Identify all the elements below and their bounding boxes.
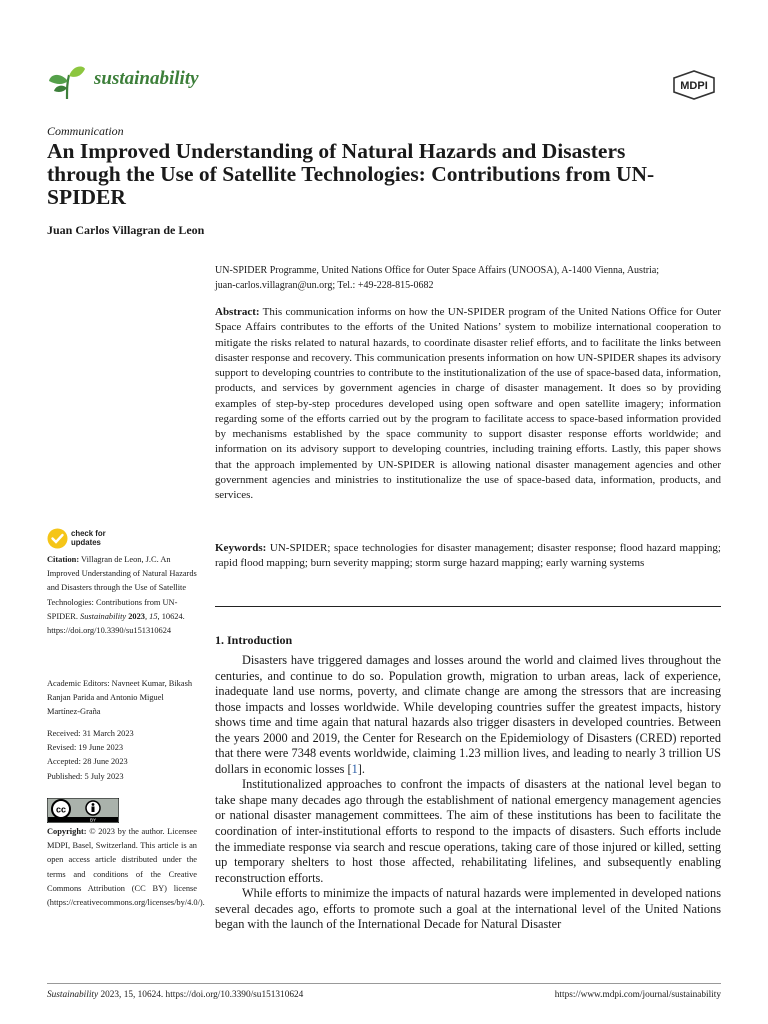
article-title: An Improved Understanding of Natural Hazards and Disasters through the Use of Satellite Technologies: Contributions from UN-SPIDER [47, 139, 655, 209]
paragraph: Disasters have triggered damages and losses around the world and claimed lives throughout the centuries, and continue to do so. Population growth, migration to urban areas, lack of experience, inadequate land use norms, poverty, and climate change are among the stressors that are increasing those impacts and losses worldwide. While developing countries suffer the greatest impacts, history shows time and time again that natural hazards also trigger disasters in developed countries. Between the years 2000 and 2019, the Center for Research on the Epidemiology of Disasters (CRED) reported that there were 7348 events worldwide, claiming 1.23 million lives, and leading to nearly 3 trillion US dollars in economic losses [1]. [215, 653, 721, 776]
keywords-text: UN-SPIDER; space technologies for disaster management; disaster response; flood hazard mapping; rapid flood mapping; burn severity mapping; storm surge hazard mapping; early warning systems [215, 542, 721, 570]
affiliation [215, 263, 721, 293]
mdpi-logo-icon [668, 70, 720, 100]
citation-label: Citation: [47, 555, 80, 564]
reference-link[interactable]: 1 [351, 761, 358, 776]
abstract [215, 305, 721, 503]
paragraph: Institutionalized approaches to confront the impacts of disasters at the national level began to take shape many decades ago through the establishment of national emergency management agencies or national disaster management committees. The aim of these institutions has been to facilitate the coordination of inter-institutional efforts to respond to the impacts of disasters. Such efforts include the immediate response via search and rescue operations, taking care of those injured or killed, setting up temporary shelters to host those affected, rehabilitating lifelines, and subsequently enabling reconstruction efforts. [215, 777, 721, 885]
accepted-date: Accepted: 28 June 2023 [47, 757, 128, 767]
affiliation-contact: juan-carlos.villagran@un.org; Tel.: +49-228-815-0682 [215, 280, 434, 291]
footer-divider [47, 983, 721, 984]
citation: Citation: Villagran de Leon, J.C. An Improved Understanding of Natural Hazards and Disasters through the Use of Satellite Technologies: Contributions from UN-SPIDER. Sustainability 2023, 15, 10624. https://doi.org/10.3390/su151310624 [47, 555, 197, 636]
revised-date: Revised: 19 June 2023 [47, 743, 124, 753]
footer-journal-url[interactable]: https://www.mdpi.com/journal/sustainability [554, 990, 721, 1000]
check-updates-label: check for updates [71, 529, 106, 547]
copyright-label: Copyright: [47, 827, 87, 836]
copyright-notice: Copyright: © 2023 by the author. Licensee MDPI, Basel, Switzerland. This article is an open access article distributed under the terms and conditions of the Creative Commons Attribution (CC BY) license (https://creativecommons.org/licenses/by/4.0/). [47, 827, 205, 908]
academic-editors: Academic Editors: Navneet Kumar, Bikash Ranjan Parida and Antonio Miguel Martínez-Graña [47, 679, 193, 717]
section-divider [215, 606, 721, 607]
abstract-text: This communication informs on how the UN-SPIDER program of the United Nations Office for Outer Space Affairs contributes to the efforts of the United Nations’ system to mobilize international cooperation to mitigate the risks related to natural hazards, to coordinate disaster relief efforts, and to facilitate the links between disaster response and recovery. This communication presents information on how UN-SPIDER shapes its advisory support to developing countries to contribute to the institutionalization of the use of space-based data, information, products, and services by government agencies in charge of disaster management. It does so by providing examples of step-by-step procedures developed using open software and open satellite imagery; information regarding some of the efforts carried out by the program to facilitate access to space-based information provided by mechanisms established by the space community to support disaster response efforts worldwide; and information on its advisory support to developing countries, including training efforts. Lastly, this paper shows that the approach implemented by UN-SPIDER is allowing national disaster management agencies and other government agencies and ministries to institutionalize the use of space-based data, information, products, and services. [215, 306, 721, 501]
citation-doi-link[interactable]: https://doi.org/10.3390/su151310624 [47, 626, 172, 636]
check-updates-icon [47, 528, 68, 549]
paragraph: While efforts to minimize the impacts of natural hazards were implemented in developed nations several decades ago, efforts to promote such a goal at the international level of the United Nations began with the launch of the International Decade for Natural Disaster [215, 886, 721, 932]
cc-by-license-icon[interactable] [47, 798, 119, 823]
abstract-label: Abstract: [215, 306, 260, 318]
section-heading: 1. Introduction [215, 633, 293, 647]
journal-name: sustainability [94, 68, 199, 89]
received-date: Received: 31 March 2023 [47, 729, 134, 738]
author-name: Juan Carlos Villagran de Leon [47, 223, 205, 237]
affiliation-line: UN-SPIDER Programme, United Nations Office for Outer Space Affairs (UNOOSA), A-1400 Vienna, Austria; [215, 265, 660, 276]
check-for-updates-button[interactable] [47, 528, 137, 550]
keywords-label: Keywords: [215, 542, 267, 554]
article-type: Communication [47, 124, 124, 138]
keywords [215, 541, 721, 572]
mdpi-logo-text: MDPI [680, 80, 708, 92]
introduction-body [215, 653, 721, 933]
svg-text:BY: BY [89, 817, 97, 823]
svg-text:cc: cc [55, 804, 67, 815]
footer-citation: Sustainability 2023, 15, 10624. https://doi.org/10.3390/su151310624 [47, 990, 304, 1000]
sustainability-logo-icon [47, 63, 87, 101]
publication-dates [47, 727, 197, 784]
published-date: Published: 5 July 2023 [47, 771, 124, 781]
